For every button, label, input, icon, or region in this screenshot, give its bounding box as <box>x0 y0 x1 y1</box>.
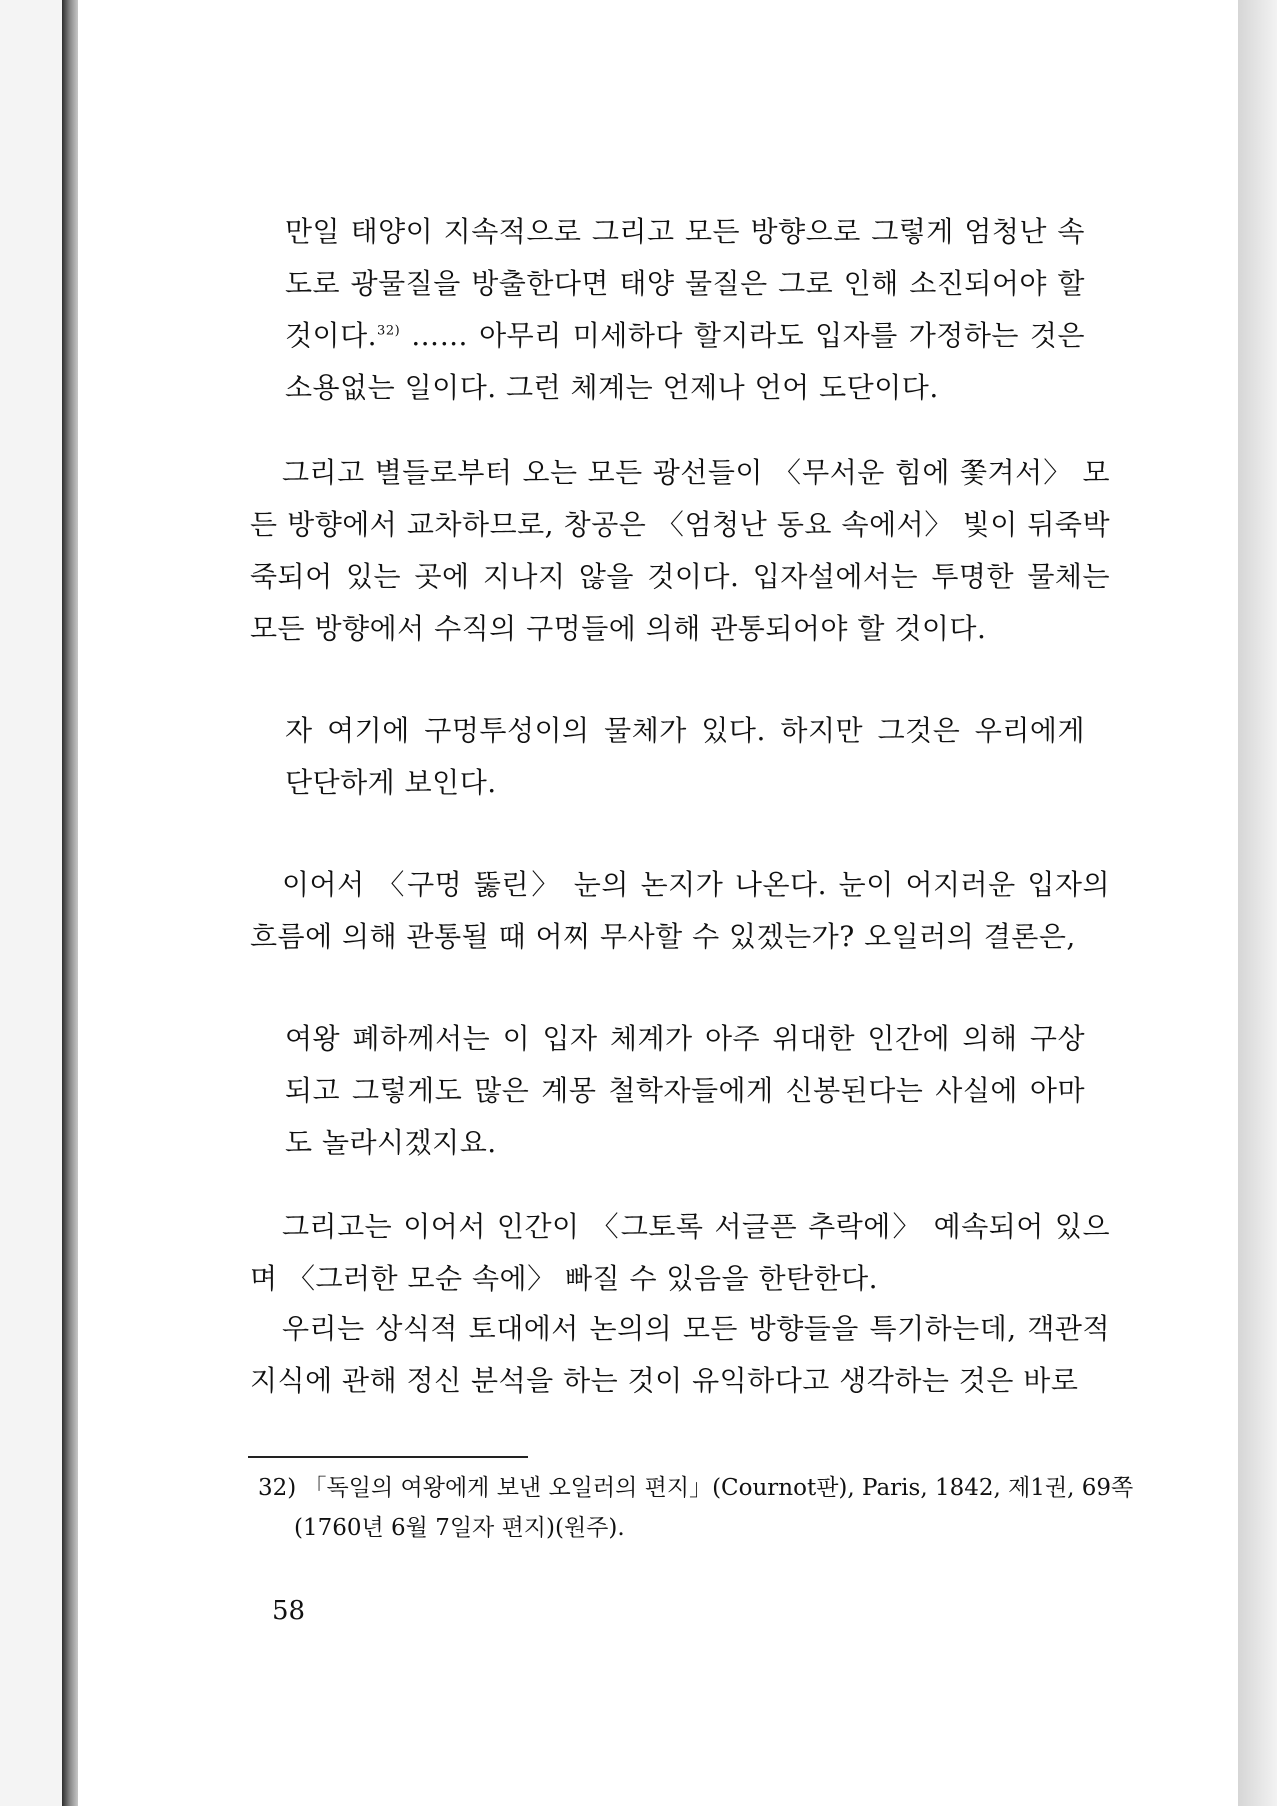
page-number: 58 <box>272 1596 306 1626</box>
footnote-32: 32) 「독일의 여왕에게 보낸 오일러의 편지」(Cournot판), Paris, 1842, 제1권, 69쪽 (1760년 6월 7일자 편지)(원주). <box>258 1475 1134 1541</box>
quote-1-text: 만일 태양이 지속적으로 그리고 모든 방향으로 그렇게 엄청난 속도로 광물질을 방출한다면 태양 물질은 그로 인해 소진되어야 할 것이다. <box>285 215 1085 352</box>
body-paragraph-1: 그리고 별들로부터 오는 모든 광선들이 〈무서운 힘에 쫓겨서〉 모든 방향에서 교차하므로, 창공은 〈엄청난 동요 속에서〉 빛이 뒤죽박죽되어 있는 곳에 지나지 않을 것이다. 입자설에서는 투명한 물체는 모든 방향에서 수직의 구멍들에 의해 관통되어야 할 것이다. <box>250 456 1110 645</box>
quote-paragraph-3: 여왕 폐하께서는 이 입자 체계가 아주 위대한 인간에 의해 구상되고 그렇게도 많은 계몽 철학자들에게 신봉된다는 사실에 아마도 놀라시겠지요. <box>285 1022 1085 1159</box>
footnote-reference-32: 32) <box>377 323 401 339</box>
page-edge <box>1238 0 1277 1806</box>
quote-paragraph-1 <box>285 206 1085 414</box>
quote-paragraph-2: 자 여기에 구멍투성이의 물체가 있다. 하지만 그것은 우리에게 단단하게 보인다. <box>285 714 1085 799</box>
body-paragraph-2: 이어서 〈구멍 뚫린〉 눈의 논지가 나온다. 눈이 어지러운 입자의 흐름에 의해 관통될 때 어찌 무사할 수 있겠는가? 오일러의 결론은, <box>250 868 1110 953</box>
body-paragraph-4: 우리는 상식적 토대에서 논의의 모든 방향들을 특기하는데, 객관적 지식에 관해 정신 분석을 하는 것이 유익하다고 생각하는 것은 바로 <box>250 1312 1110 1397</box>
body-paragraph-3: 그리고는 이어서 인간이 〈그토록 서글픈 추락에〉 예속되어 있으며 〈그러한 모순 속에〉 빠질 수 있음을 한탄한다. <box>250 1210 1110 1295</box>
quote-1-text-continued: …… 아무리 미세하다 할지라도 입자를 가정하는 것은 소용없는 일이다. 그런 체계는 언제나 언어 도단이다. <box>285 319 1085 404</box>
footnote-divider <box>248 1456 528 1458</box>
